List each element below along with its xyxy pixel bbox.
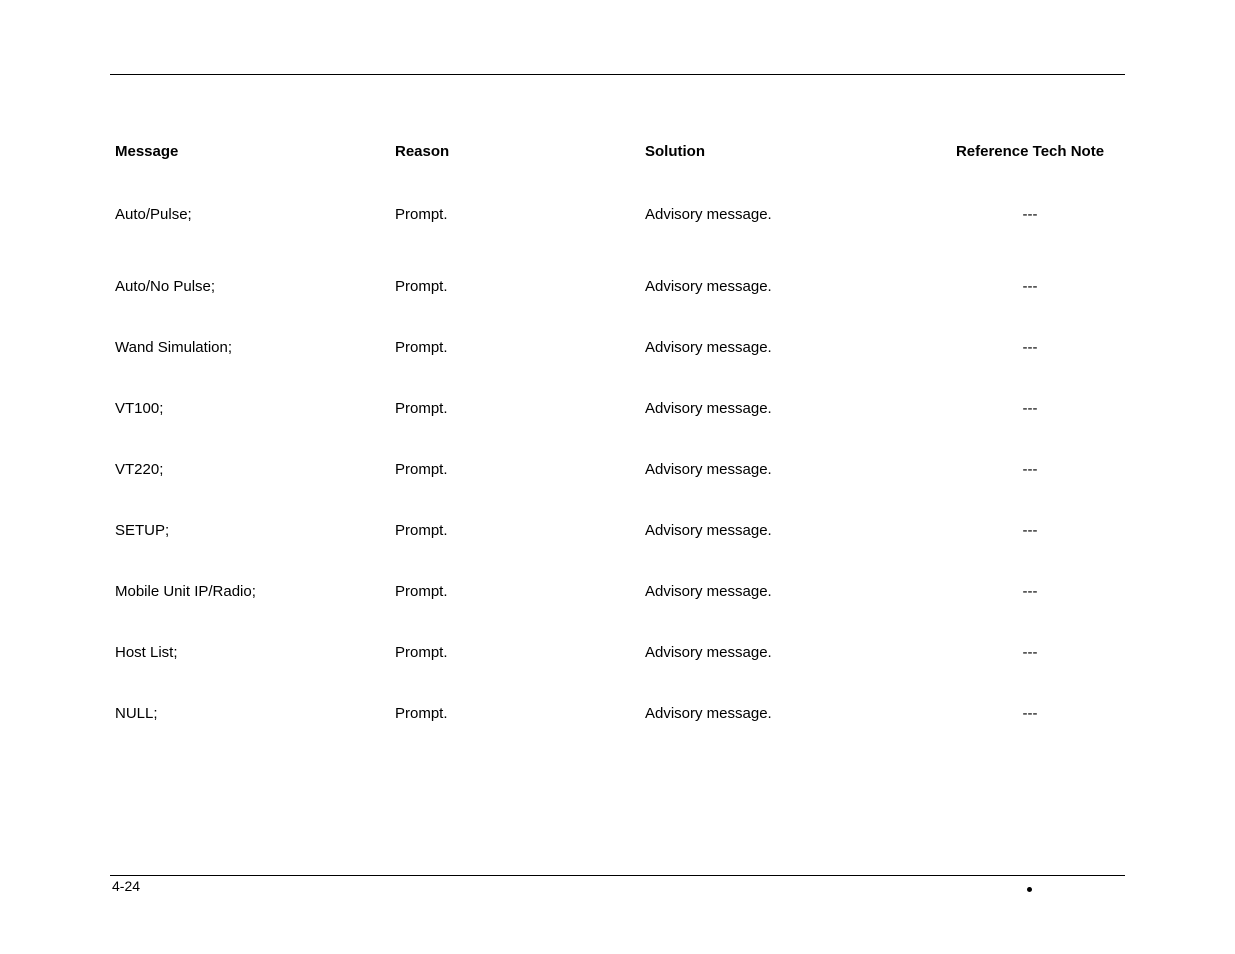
footer-rule [110,875,1125,876]
cell-reason: Prompt. [395,206,448,223]
cell-reason: Prompt. [395,583,448,600]
cell-message: Auto/Pulse; [115,206,192,223]
bullet-dot-icon [1027,887,1032,892]
cell-reference: --- [1022,400,1038,417]
cell-message: SETUP; [115,522,170,539]
cell-reason: Prompt. [395,278,448,295]
table-row [110,439,1125,500]
cell-solution: Advisory message. [645,400,772,417]
cell-message: VT220; [115,461,164,478]
cell-reference: --- [1022,583,1038,600]
header-rule [110,74,1125,75]
cell-solution: Advisory message. [645,206,772,223]
cell-solution: Advisory message. [645,461,772,478]
column-header-reason: Reason [395,143,450,160]
cell-reference: --- [1022,705,1038,722]
column-header-solution: Solution [645,143,705,160]
cell-reference: --- [1022,644,1038,661]
cell-solution: Advisory message. [645,644,772,661]
table-row [110,256,1125,317]
messages-table [110,130,1125,744]
cell-reason: Prompt. [395,522,448,539]
page-number: 4-24 [112,878,141,894]
cell-message: Mobile Unit IP/Radio; [115,583,256,600]
cell-message: Host List; [115,644,178,661]
cell-solution: Advisory message. [645,583,772,600]
table-row [110,622,1125,683]
table-row [110,173,1125,256]
table-header-row [110,130,1125,173]
cell-solution: Advisory message. [645,705,772,722]
table-row [110,683,1125,744]
cell-message: NULL; [115,705,158,722]
table-row [110,500,1125,561]
cell-reference: --- [1022,339,1038,356]
cell-reason: Prompt. [395,644,448,661]
cell-reference: --- [1022,522,1038,539]
cell-reason: Prompt. [395,705,448,722]
table-row [110,317,1125,378]
cell-reference: --- [1022,461,1038,478]
cell-message: Auto/No Pulse; [115,278,216,295]
cell-solution: Advisory message. [645,522,772,539]
cell-reason: Prompt. [395,339,448,356]
cell-reference: --- [1022,206,1038,223]
cell-solution: Advisory message. [645,278,772,295]
cell-solution: Advisory message. [645,339,772,356]
cell-reference: --- [1022,278,1038,295]
table-row [110,378,1125,439]
column-header-message: Message [115,143,179,160]
cell-message: Wand Simulation; [115,339,232,356]
column-header-reference: Reference Tech Note [955,143,1105,160]
cell-reason: Prompt. [395,461,448,478]
cell-reason: Prompt. [395,400,448,417]
table-row [110,561,1125,622]
cell-message: VT100; [115,400,164,417]
